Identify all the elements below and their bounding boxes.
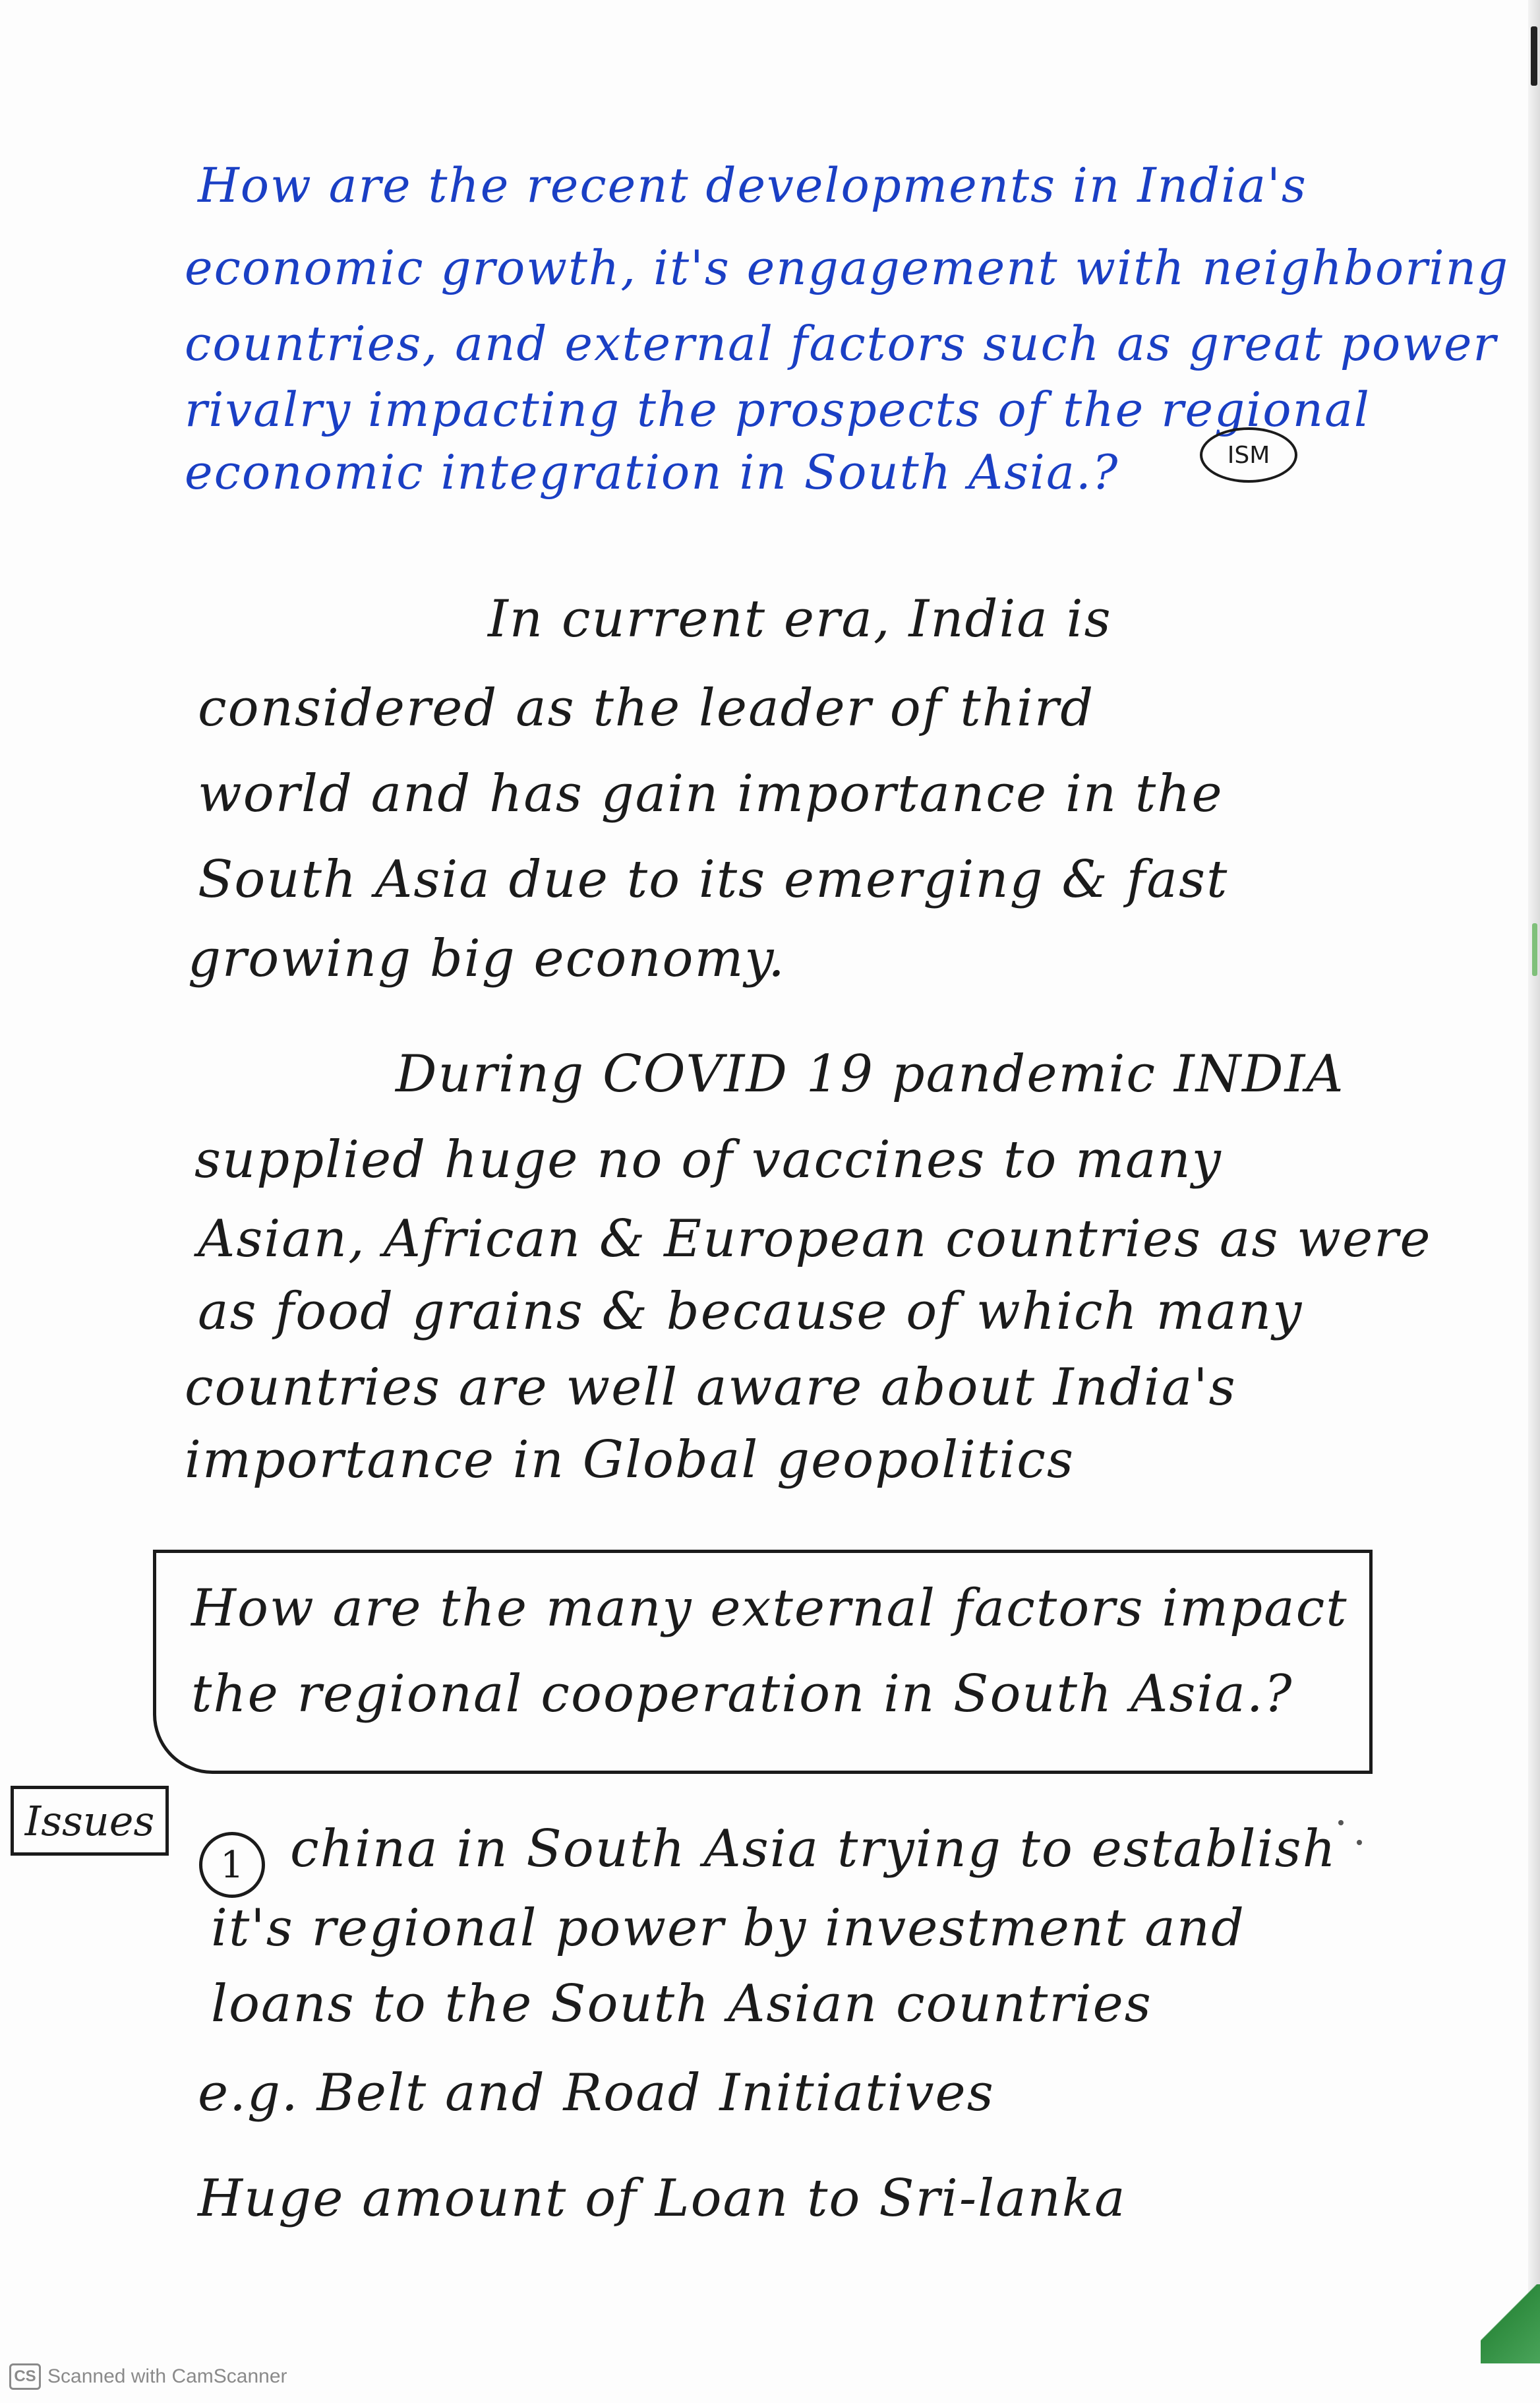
camscanner-logo-icon: CS	[9, 2363, 41, 2390]
question-1-line-2: economic growth, it's engagement with neighboring	[185, 240, 1510, 295]
edge-mark	[1531, 26, 1537, 86]
ink-dot	[1357, 1840, 1362, 1845]
issue-number-circle: 1	[199, 1832, 265, 1898]
paragraph-1-line-4: South Asia due to its emerging & fast	[198, 850, 1229, 909]
issue-1-line-1: china in South Asia trying to establish	[290, 1819, 1337, 1879]
edge-green-mark	[1532, 923, 1537, 976]
question-1-line-5: economic integration in South Asia.?	[185, 444, 1119, 500]
scanner-footer	[9, 2363, 287, 2390]
ink-dot	[1338, 1820, 1344, 1825]
question-1-line-1: How are the recent developments in India's	[198, 158, 1307, 213]
issues-tag: Issues	[11, 1786, 169, 1856]
scanner-footer-text: Scanned with CamScanner	[47, 2365, 287, 2387]
ism-tag: ISM	[1200, 427, 1297, 483]
paragraph-1-line-3: world and has gain importance in the	[198, 764, 1224, 824]
question-1-line-3: countries, and external factors such as great power	[185, 316, 1497, 371]
issue-1-line-4: e.g. Belt and Road Initiatives	[198, 2063, 995, 2123]
paragraph-1-line-5: growing big economy.	[188, 929, 786, 989]
paragraph-2-line-6: importance in Global geopolitics	[185, 1430, 1075, 1490]
question-1-line-4: rivalry impacting the prospects of the regional	[185, 382, 1371, 437]
paragraph-1-line-2: considered as the leader of third	[198, 679, 1095, 738]
question-2-line-2: the regional cooperation in South Asia.?	[191, 1664, 1293, 1724]
paragraph-2-line-3: Asian, African & European countries as were	[198, 1209, 1432, 1269]
paragraph-2-line-2: supplied huge no of vaccines to many	[194, 1130, 1222, 1190]
question-2-line-1: How are the many external factors impact	[191, 1579, 1348, 1638]
issue-1-line-3: loans to the South Asian countries	[211, 1974, 1152, 2034]
paragraph-2-line-5: countries are well aware about India's	[185, 1358, 1237, 1417]
page-binding-edge	[1528, 0, 1540, 2354]
issue-1-line-5: Huge amount of Loan to Sri-lanka	[198, 2169, 1127, 2228]
paragraph-2-line-4: as food grains & because of which many	[198, 1282, 1303, 1341]
paragraph-1-line-1: In current era, India is	[488, 590, 1112, 649]
paragraph-2-line-1: During COVID 19 pandemic INDIA	[396, 1045, 1345, 1104]
corner-green-shape	[1481, 2284, 1540, 2363]
issue-1-line-2: it's regional power by investment and	[211, 1899, 1245, 1958]
